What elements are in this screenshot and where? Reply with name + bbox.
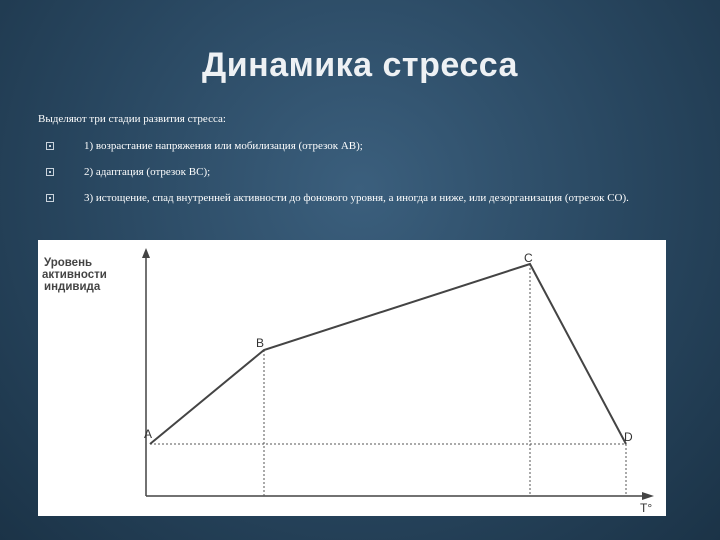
stage-list bbox=[38, 140, 668, 218]
y-label-line: Уровень bbox=[44, 257, 93, 269]
x-label: T° bbox=[640, 501, 653, 515]
square-bullet-icon bbox=[46, 194, 54, 202]
y-label-line: активности bbox=[42, 269, 107, 281]
y-label-line: индивида bbox=[44, 281, 101, 293]
list-item-text: 2) адаптация (отрезок ВС); bbox=[84, 166, 211, 178]
point-label-a: A bbox=[144, 427, 153, 441]
list-item bbox=[38, 140, 668, 152]
chart-svg bbox=[38, 240, 666, 516]
square-bullet-icon bbox=[46, 168, 54, 176]
x-axis-arrow-icon bbox=[642, 492, 654, 500]
point-label-b: B bbox=[256, 336, 265, 350]
square-bullet-icon bbox=[46, 142, 54, 150]
list-item bbox=[38, 166, 668, 178]
list-item-text: 1) возрастание напряжения или мобилизация (отрезок АВ); bbox=[84, 140, 363, 152]
page-title: Динамика стресса bbox=[202, 46, 518, 84]
intro-text: Выделяют три стадии развития стресса: bbox=[38, 113, 226, 125]
y-axis-arrow-icon bbox=[142, 248, 150, 258]
stress-chart bbox=[38, 240, 666, 516]
list-item-text: 3) истощение, спад внутренней активности до фонового уровня, а иногда и ниже, или дезорганизация (отрезок СО). bbox=[84, 192, 629, 204]
point-label-c: C bbox=[524, 251, 533, 265]
point-label-d: D bbox=[624, 430, 633, 444]
stress-curve bbox=[150, 264, 626, 444]
list-item bbox=[38, 192, 668, 204]
